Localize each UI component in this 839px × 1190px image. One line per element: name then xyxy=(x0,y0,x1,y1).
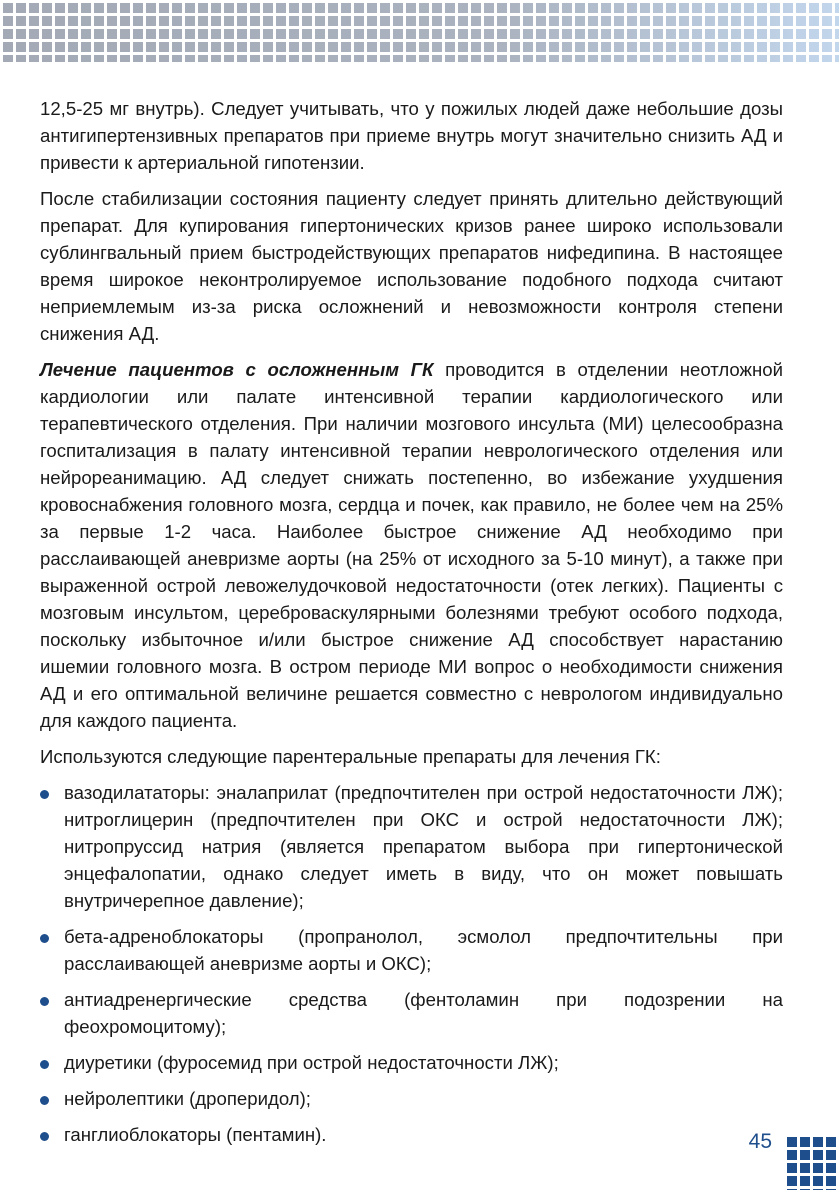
list-item xyxy=(40,1049,783,1076)
paragraph-1: 12,5-25 мг внутрь). Следует учитывать, что у пожилых людей даже небольшие дозы антигипертензивных препаратов при приеме внутрь могут значительно снизить АД и привести к артериальной гипотензии. xyxy=(40,98,783,173)
bullet-icon xyxy=(40,1096,49,1105)
list-item xyxy=(40,779,783,914)
list-item xyxy=(40,923,783,977)
corner-pattern xyxy=(784,1134,839,1190)
page-body xyxy=(40,95,783,1157)
list-item xyxy=(40,1085,783,1112)
complicated-text: проводится в отделении неотложной кардиологии или палате интенсивной терапии кардиологического или терапевтического отделения. При наличии мозгового инсульта (МИ) целесообразна госпитализация в палату интенсивной терапии неврологического отделения или нейрореанимацию. АД следует снижать постепенно, во избежание ухудшения кровоснабжения головного мозга, сердца и почек, как правило, не более чем на 25% за первые 1-2 часа. Наиболее быстрое снижение АД необходимо при расслаивающей аневризме аорты (на 25% от исходного за 5-10 минут), а также при выраженной острой левожелудочковой недостаточности (отек легких). Пациенты с мозговым инсультом, цереброваскулярными болезнями требуют особого подхода, поскольку избыточное и/или быстрое снижение АД способствует нарастанию ишемии головного мозга. В остром периоде МИ вопрос о необходимости снижения АД и его оптимальной величине решается совместно с неврологом индивидуально для каждого пациента. xyxy=(40,359,783,731)
drug-list xyxy=(40,779,783,1148)
complicated-heading: Лечение пациентов с осложненным ГК xyxy=(40,359,434,380)
list-item xyxy=(40,1121,783,1148)
bullet-icon xyxy=(40,1060,49,1069)
list-intro: Используются следующие парентеральные препараты для лечения ГК: xyxy=(40,746,661,767)
list-item-text: ганглиоблокаторы (пентамин). xyxy=(64,1124,327,1145)
paragraph-complicated xyxy=(40,356,783,734)
list-item-text: диуретики (фуросемид при острой недостаточности ЛЖ); xyxy=(64,1052,559,1073)
list-item-text: вазодилататоры: эналаприлат (предпочтителен при острой недостаточности ЛЖ); нитроглицерин (предпочтителен при ОКС и острой недостаточности ЛЖ); нитропруссид натрия (является препаратом выбора при гипертонической энцефалопатии, однако следует иметь в виду, что он может повышать внутричерепное давление); xyxy=(64,782,783,911)
bullet-icon xyxy=(40,1132,49,1141)
list-item-text: антиадренергические средства (фентоламин при подозрении на феохромоцитому); xyxy=(64,989,783,1037)
bullet-icon xyxy=(40,997,49,1006)
page-number: 45 xyxy=(748,1130,772,1153)
list-item-text: бета-адреноблокаторы (пропранолол, эсмолол предпочтительны при расслаивающей аневризме аорты и ОКС); xyxy=(64,926,783,974)
paragraph-2: После стабилизации состояния пациенту следует принять длительно действующий препарат. Для купирования гипертонических кризов ранее широко использовали сублингвальный прием быстродействующих препаратов нифедипина. В настоящее время широкое неконтролируемое использование подобного подхода считают неприемлемым из-за риска осложнений и невозможности контроля степени снижения АД. xyxy=(40,188,783,344)
header-pattern xyxy=(0,0,839,62)
list-item xyxy=(40,986,783,1040)
list-item-text: нейролептики (дроперидол); xyxy=(64,1088,311,1109)
bullet-icon xyxy=(40,934,49,943)
bullet-icon xyxy=(40,790,49,799)
